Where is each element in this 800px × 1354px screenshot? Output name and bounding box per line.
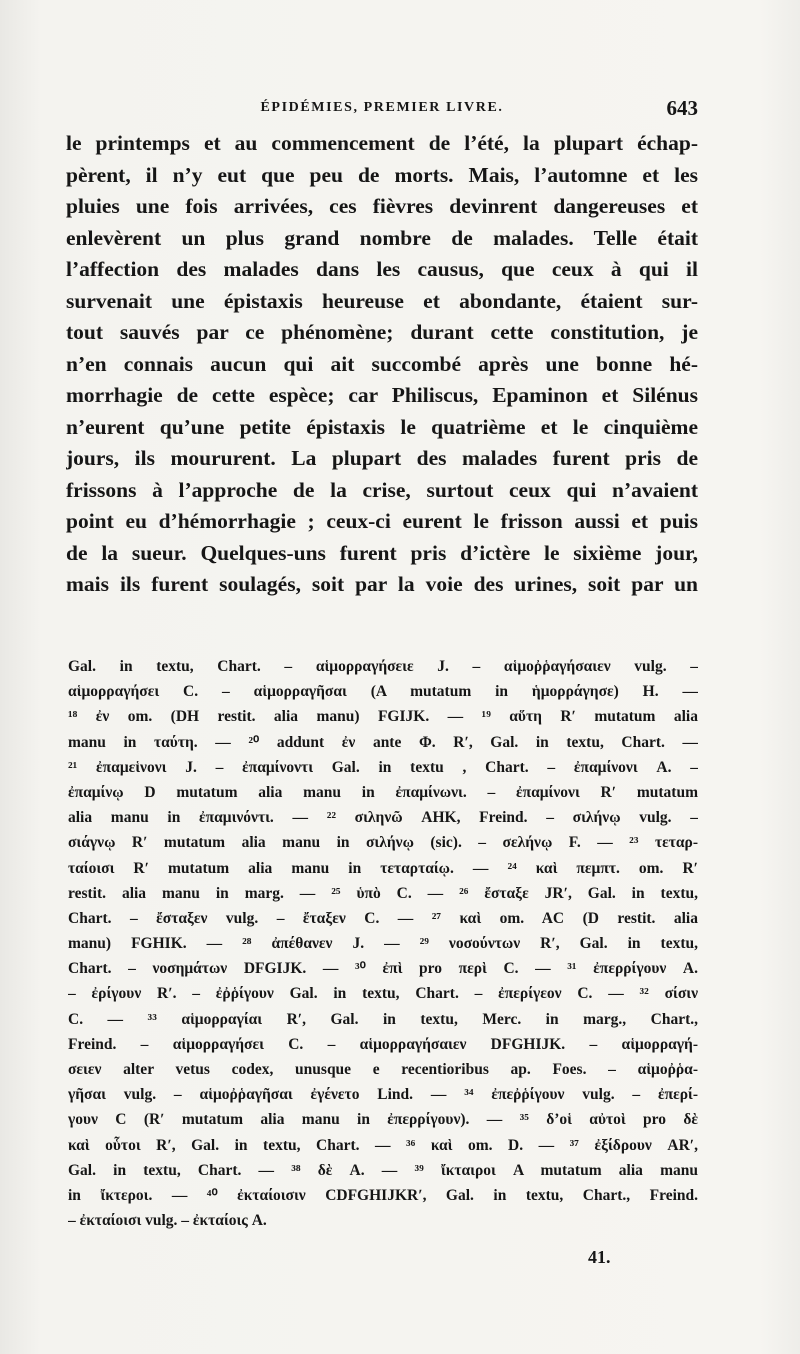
- main-text-line: de la sueur. Quelques-uns furent pris d’ictère le sixième jour,: [66, 540, 698, 565]
- main-text-line: survenait une épistaxis heureuse et abondante, étaient sur-: [66, 288, 698, 313]
- footnote-line: restit. alia manu in marg. — ²⁵ ὑπὸ C. — ²⁶ ἔσταξε JRʹ, Gal. in textu,: [68, 884, 698, 902]
- running-title: ÉPIDÉMIES, PREMIER LIVRE.: [260, 100, 504, 115]
- footnote-line: in ἴκτεροι. — ⁴⁰ ἐκταίοισιν CDFGHIJKRʹ, Gal. in textu, Chart., Freind.: [68, 1186, 698, 1204]
- footnote-line: σιάγνῳ Rʹ mutatum alia manu in σιλήνῳ (sic). – σελήνῳ F. — ²³ τεταρ-: [68, 834, 698, 852]
- footnote-line: Gal. in textu, Chart. – αἱμορραγήσειε J. – αἱμοῤῥαγήσαιεν vulg. –: [68, 658, 698, 675]
- footnote-line: αἱμορραγήσει C. – αἱμορραγῆσαι (A mutatum in ἡμορράγησε) H. —: [68, 683, 698, 701]
- main-text-line: jours, ils moururent. La plupart des malades furent pris de: [66, 446, 698, 470]
- main-text-line: n’eurent qu’une petite épistaxis le quatrième et le cinquième: [66, 414, 698, 439]
- footnotes-block: [68, 654, 698, 1233]
- main-text-line: point eu d’hémorrhagie ; ceux-ci eurent le frisson aussi et puis: [66, 509, 698, 533]
- footnote-line: καὶ οὗτοι Rʹ, Gal. in textu, Chart. — ³⁶ καὶ om. D. — ³⁷ ἐξίδρουν ARʹ,: [68, 1136, 698, 1154]
- main-text-line: pèrent, il n’y eut que peu de morts. Mais, l’automne et les: [66, 162, 698, 187]
- main-text-line: le printemps et au commencement de l’été, la plupart échap-: [66, 131, 698, 155]
- footnote-line: – ἐκταίοισι vulg. – ἐκταίοις A.: [68, 1212, 267, 1230]
- footnote-line: ¹⁸ ἐν om. (DH restit. alia manu) FGIJK. — ¹⁹ αὕτη Rʹ mutatum alia: [68, 708, 698, 726]
- main-text-line: frissons à l’approche de la crise, surtout ceux qui n’avaient: [66, 477, 698, 502]
- main-text-line: n’en connais aucun qui ait succombé après une bonne hé-: [66, 351, 698, 376]
- main-text-line: tout sauvés par ce phénomène; durant cette constitution, je: [66, 320, 698, 344]
- footnote-line: γῆσαι vulg. – αἱμοῤῥαγῆσαι ἐγένετο Lind. — ³⁴ ἐπεῤῥίγουν vulg. – ἐπερί-: [68, 1086, 698, 1104]
- footnote-line: alia manu in ἐπαμινόντι. — ²² σιληνῶ AHK, Freind. – σιλήνῳ vulg. –: [68, 809, 698, 827]
- main-text-line: morrhagie de cette espèce; car Philiscus, Epaminon et Silénus: [66, 383, 698, 407]
- footnote-line: – ἐρίγουν Rʹ. – ἐῤῥίγουν Gal. in textu, Chart. – ἐπερίγεον C. — ³² σίσιν: [68, 985, 698, 1003]
- page-number: 643: [666, 96, 698, 120]
- main-text-line: pluies une fois arrivées, ces fièvres devinrent dangereuses et: [66, 194, 698, 218]
- footnote-line: ἐπαμίνῳ D mutatum alia manu in ἐπαμίνωνι. – ἐπαμίνονι Rʹ mutatum: [68, 783, 698, 801]
- running-head: [66, 98, 698, 120]
- main-text-line: l’affection des malades dans les causus, que ceux à qui il: [66, 257, 698, 281]
- footnote-line: manu in ταύτη. — ²⁰ addunt ἐν ante Φ. Rʹ, Gal. in textu, Chart. —: [68, 733, 698, 751]
- main-text-line: mais ils furent soulagés, soit par la voie des urines, soit par un: [66, 572, 698, 596]
- footnote-line: manu) FGHIK. — ²⁸ ἀπέθανεν J. — ²⁹ νοσούντων Rʹ, Gal. in textu,: [68, 935, 698, 953]
- footnote-line: Gal. in textu, Chart. — ³⁸ δὲ A. — ³⁹ ἴκταιροι A mutatum alia manu: [68, 1161, 698, 1179]
- footnote-line: γουν C (Rʹ mutatum alia manu in ἐπερρίγουν). — ³⁵ δ’οἱ αὐτοὶ pro δὲ: [68, 1111, 698, 1129]
- signature-mark: 41.: [588, 1247, 611, 1267]
- footnote-line: σειεν alter vetus codex, unusque e recentioribus ap. Foes. – αἱμοῤῥα-: [68, 1061, 698, 1078]
- footnote-line: Chart. – ἔσταξεν vulg. – ἔταξεν C. — ²⁷ καὶ om. AC (D restit. alia: [68, 909, 698, 927]
- footnote-line: Freind. – αἱμορραγήσει C. – αἱμορραγήσαιεν DFGHIJK. – αἱμορραγή-: [68, 1035, 698, 1053]
- footnote-line: Chart. – νοσημάτων DFGIJK. — ³⁰ ἐπὶ pro περὶ C. — ³¹ ἐπερρίγουν A.: [68, 960, 698, 978]
- main-text-block: [66, 128, 698, 601]
- main-text-line: enlevèrent un plus grand nombre de malades. Telle était: [66, 225, 698, 250]
- footnote-line: ²¹ ἐπαμεἱνονι J. – ἐπαμίνοντι Gal. in textu , Chart. – ἐπαμίνονι A. –: [68, 758, 698, 776]
- footnote-line: ταίοισι Rʹ mutatum alia manu in τεταρταίῳ. — ²⁴ καὶ πεμπτ. om. Rʹ: [68, 859, 698, 877]
- footnote-line: C. — ³³ αἱμορραγίαι Rʹ, Gal. in textu, Merc. in marg., Chart.,: [68, 1010, 698, 1028]
